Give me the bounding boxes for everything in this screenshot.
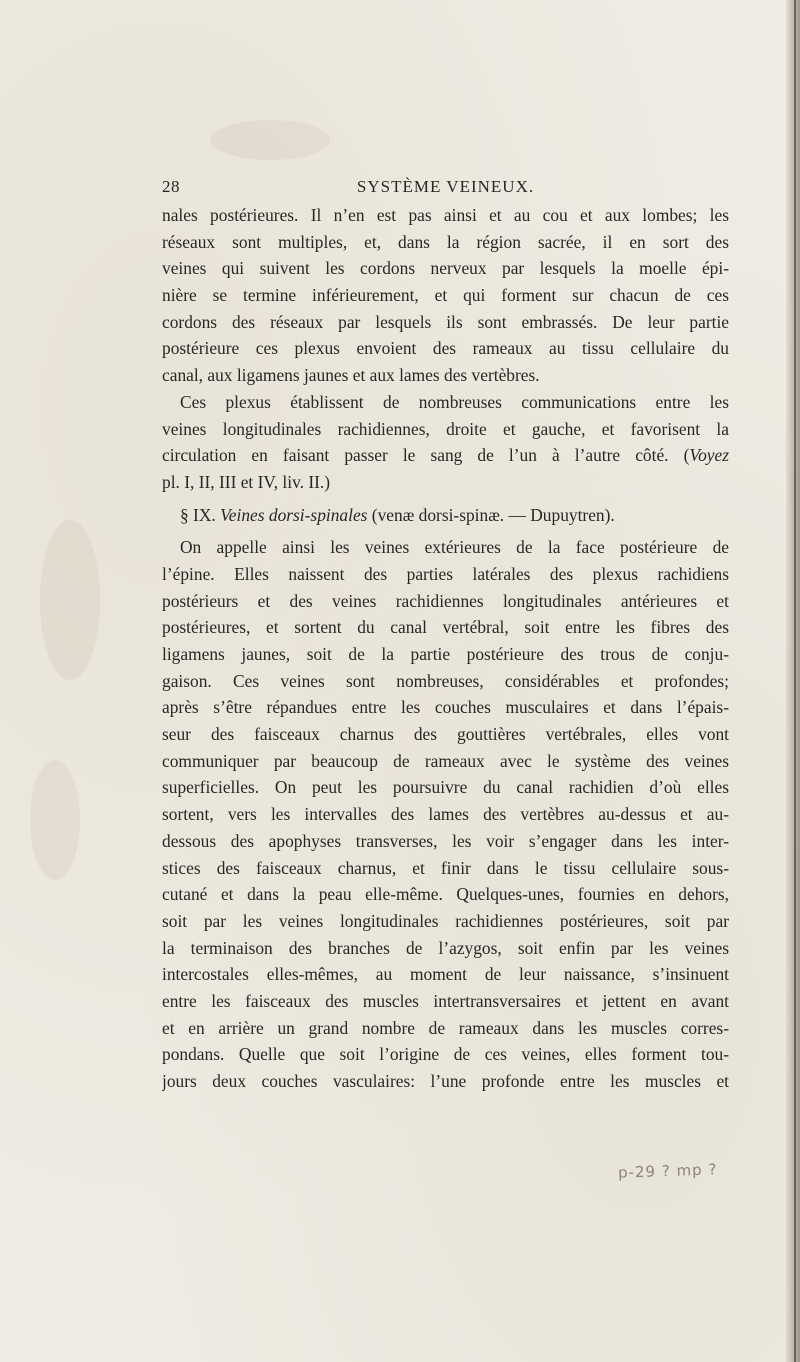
text-line: dessous des apophyses transverses, les voir s’engager dans les inter- [162, 830, 729, 851]
text-line: gaison. Ces veines sont nombreuses, considérables et profondes; [162, 670, 729, 691]
cross-reference: Voyez [689, 445, 729, 466]
text-line: sortent, vers les intervalles des lames des vertèbres au-dessus et au- [162, 804, 729, 825]
text-line: cordons des réseaux par lesquels ils sont embrassés. De leur partie [162, 311, 729, 332]
paper-stain [30, 760, 80, 880]
text-line: l’épine. Elles naissent des parties latérales des plexus rachidiens [162, 563, 729, 584]
section-subtitle: (venæ dorsi-spinæ. — Dupuytren). [371, 504, 615, 525]
page-edge-line [794, 0, 796, 1362]
text-line: postérieures, et sortent du canal vertébral, soit entre les fibres des [162, 617, 729, 638]
text-line: canal, aux ligamens jaunes et aux lames des vertèbres. [162, 365, 540, 386]
text-line: stices des faisceaux charnus, et finir dans le tissu cellulaire sous- [162, 857, 729, 878]
page-header [162, 177, 729, 201]
text-line [162, 442, 729, 469]
text-line: seur des faisceaux charnus des gouttières vertébrales, elles vont [162, 724, 729, 745]
text-line: et en arrière un grand nombre de rameaux dans les muscles corres- [162, 1017, 729, 1038]
text-line: intercostales elles-mêmes, au moment de leur naissance, s’insinuent [162, 964, 729, 985]
text-line: On appelle ainsi les veines extérieures de la face postérieure de [180, 537, 729, 558]
text-line: communiquer par beaucoup de rameaux avec le système des veines [162, 750, 729, 771]
text-line: superficielles. On peut les poursuivre du canal rachidien d’où elles [162, 777, 729, 798]
section-number: § IX. [180, 504, 216, 525]
page-edge-shadow [786, 0, 800, 1362]
text-line: la terminaison des branches de l’azygos, soit enfin par les veines [162, 937, 729, 958]
handwritten-annotation: p-29 ? mp ? [617, 1160, 718, 1182]
text-line: postérieure ces plexus envoient des rameaux au tissu cellulaire du [162, 338, 729, 359]
text-line: jours deux couches vasculaires: l’une profonde entre les muscles et [162, 1071, 729, 1091]
text-line: ligamens jaunes, soit de la partie postérieure des trous de conju- [162, 644, 729, 664]
running-title: SYSTÈME VEINEUX. [356, 177, 535, 196]
text-line: nales postérieures. Il n’en est pas ainsi et au cou et aux lombes; les [162, 205, 729, 225]
text-line: entre les faisceaux des muscles intertransversaires et jettent en avant [162, 990, 729, 1011]
body-text [162, 202, 729, 1095]
text-span: circulation en faisant passer le sang de l’un à l’autre côté. ( [162, 445, 690, 466]
text-line: veines longitudinales rachidiennes, droite et gauche, et favorisent la [162, 418, 729, 439]
text-line: pondans. Quelle que soit l’origine de ces veines, elles forment tou- [162, 1044, 729, 1065]
page-number: 28 [162, 177, 180, 196]
text-line: nière se termine inférieurement, et qui forment sur chacun de ces [162, 285, 729, 306]
text-line: soit par les veines longitudinales rachidiennes postérieures, soit par [162, 910, 729, 931]
section-title: Veines dorsi-spinales [220, 504, 368, 525]
text-line: réseaux sont multiples, et, dans la région sacrée, il en sort des [162, 231, 729, 252]
section-heading [162, 502, 729, 529]
text-line: veines qui suivent les cordons nerveux par lesquels la moelle épi- [162, 258, 729, 279]
text-line: Ces plexus établissent de nombreuses communications entre les [180, 391, 729, 412]
text-line: postérieurs et des veines rachidiennes longitudinales antérieures et [162, 590, 729, 611]
paper-stain [40, 520, 100, 680]
text-line: pl. I, II, III et IV, liv. II.) [162, 471, 331, 492]
text-line: cutané et dans la peau elle-même. Quelques-unes, fournies en dehors, [162, 884, 729, 905]
paper-stain [210, 120, 330, 160]
text-line: après s’être répandues entre les couches musculaires et dans l’épais- [162, 697, 729, 718]
